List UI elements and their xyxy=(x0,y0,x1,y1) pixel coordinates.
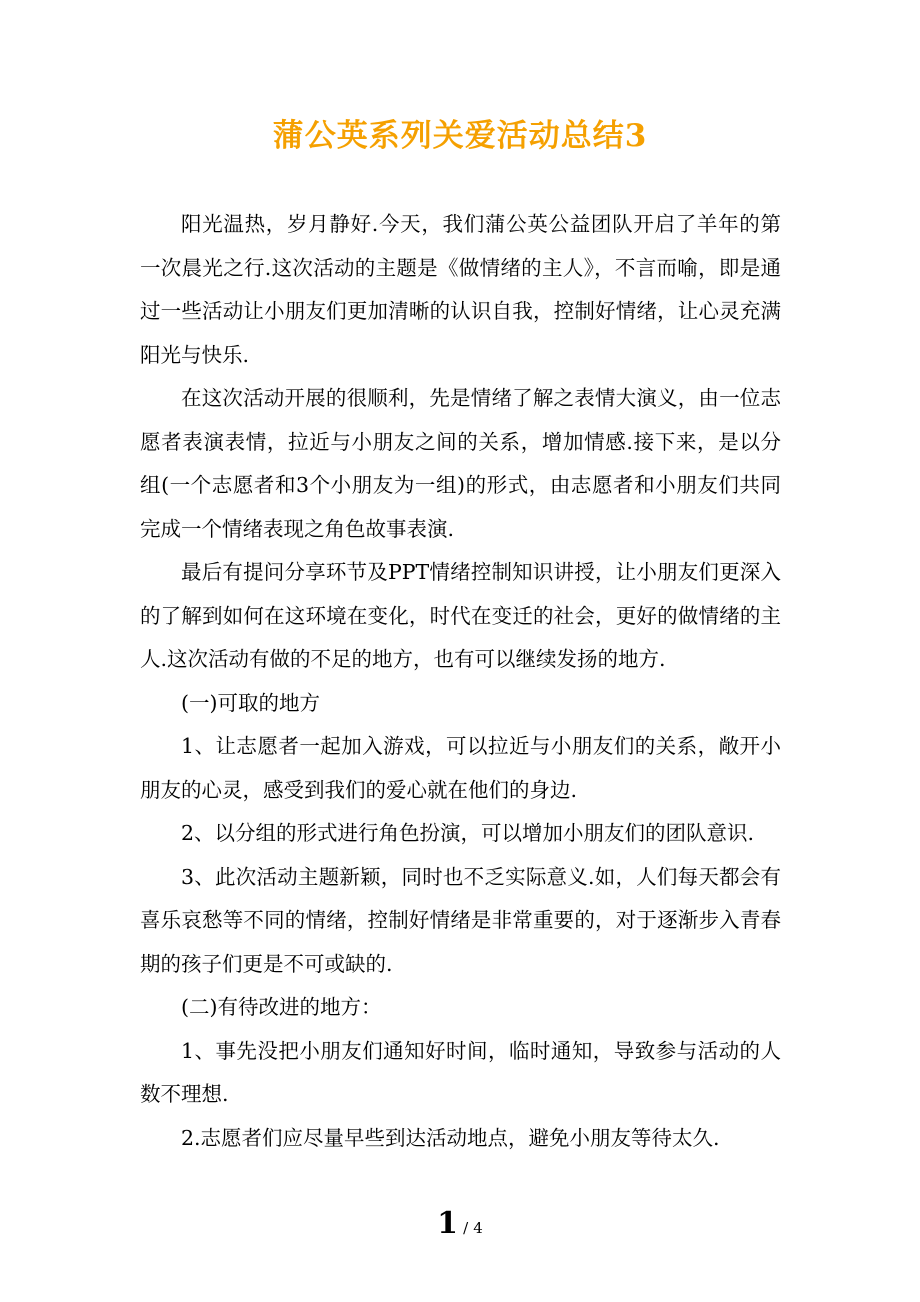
document-title: 蒲公英系列关爱活动总结3 xyxy=(272,118,648,154)
section-heading-strengths: (一)可取的地方 xyxy=(181,690,320,715)
section-heading-improvements: (二)有待改进的地方： xyxy=(181,995,382,1019)
list-item-strength-3: 3、此次活动主题新颖，同时也不乏实际意义.如，人们每天都会有喜乐哀愁等不同的情绪，控制好情绪是非常重要的，对于逐渐步入青春期的孩子们更是不可或缺的. xyxy=(140,864,781,976)
paragraph-intro: 阳光温热，岁月静好.今天，我们蒲公英公益团队开启了羊年的第一次晨光之行.这次活动的主题是《做情绪的主人》，不言而喻，即是通过一些活动让小朋友们更加清晰的认识自我，控制好情绪，让心灵充满阳光与快乐. xyxy=(140,212,781,367)
page-number xyxy=(0,1204,920,1248)
page-total: 4 xyxy=(473,1219,483,1237)
list-item-strength-1: 1、让志愿者一起加入游戏，可以拉近与小朋友们的关系，敞开小朋友的心灵，感受到我们的爱心就在他们的身边. xyxy=(140,734,781,802)
list-item-strength-2: 2、以分组的形式进行角色扮演，可以增加小朋友们的团队意识. xyxy=(181,821,755,845)
page-current: 1 xyxy=(437,1206,459,1241)
paragraph-conclusion: 最后有提问分享环节及PPT情绪控制知识讲授，让小朋友们更深入的了解到如何在这环境在变化，时代在变迁的社会，更好的做情绪的主人.这次活动有做的不足的地方，也有可以继续发扬的地方. xyxy=(140,560,781,671)
paragraph-activity: 在这次活动开展的很顺利，先是情绪了解之表情大演义，由一位志愿者表演表情，拉近与小朋友之间的关系，增加情感.接下来，是以分组(一个志愿者和3个小朋友为一组)的形式，由志愿者和小朋友们共同完成一个情绪表现之角色故事表演. xyxy=(140,386,781,541)
list-item-improvement-1: 1、事先没把小朋友们通知好时间，临时通知，导致参与活动的人数不理想. xyxy=(140,1038,781,1106)
document-body xyxy=(140,203,781,1160)
list-item-improvement-2: 2.志愿者们应尽量早些到达活动地点，避免小朋友等待太久. xyxy=(181,1125,720,1150)
page-separator: / xyxy=(463,1219,469,1237)
